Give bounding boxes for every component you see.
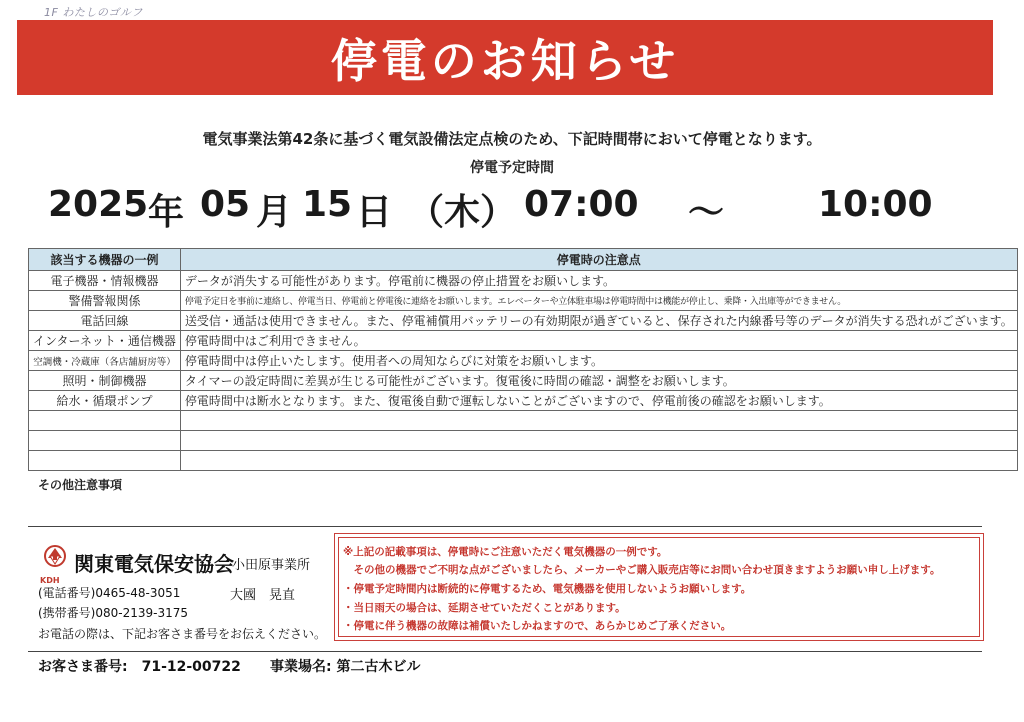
outage-end-time: 10:00 xyxy=(818,184,933,225)
customer-number: お客さま番号: 71-12-00722 xyxy=(38,659,241,675)
table-row xyxy=(29,311,1018,331)
contact-instruction: お電話の際は、下記お客さま番号をお伝えください。 xyxy=(38,627,327,641)
organization-name: 関東電気保安協会 xyxy=(74,552,234,576)
equipment-table xyxy=(28,248,1018,471)
note-cell: タイマーの設定時間に差異が生じる可能性がございます。復電後に時間の確認・調整をお願いします。 xyxy=(180,371,1017,391)
outage-weekday: （木） xyxy=(408,192,517,233)
title-banner xyxy=(17,20,993,95)
table-header-notes: 停電時の注意点 xyxy=(180,249,1017,271)
equipment-cell xyxy=(29,411,181,431)
year-unit: 年 xyxy=(148,192,185,233)
day-unit: 日 xyxy=(356,192,393,233)
table-row xyxy=(29,331,1018,351)
outage-start-time: 07:00 xyxy=(524,184,639,225)
month-unit: 月 xyxy=(256,192,293,233)
equipment-cell xyxy=(29,451,181,471)
contact-person: 大國 晃直 xyxy=(230,588,296,603)
other-notes-label: その他注意事項 xyxy=(38,478,123,492)
handwritten-note: 1F わたしのゴルフ xyxy=(44,6,143,19)
equipment-cell: 電子機器・情報機器 xyxy=(29,271,181,291)
lead-text: 電気事業法第42条に基づく電気設備法定点検のため、下記時間帯において停電となります。 xyxy=(202,130,822,148)
notice-box xyxy=(334,533,984,641)
table-row xyxy=(29,411,1018,431)
note-cell xyxy=(180,411,1017,431)
note-cell xyxy=(180,451,1017,471)
kdh-logo-icon xyxy=(40,544,70,578)
note-cell: 停電時間中は断水となります。また、復電後自動で運転しないことがございますので、停電前後の確認をお願いします。 xyxy=(180,391,1017,411)
table-row xyxy=(29,351,1018,371)
note-cell: 停電時間中は停止いたします。使用者への周知ならびに対策をお願いします。 xyxy=(180,351,1017,371)
table-row xyxy=(29,271,1018,291)
equipment-cell: 警備警報関係 xyxy=(29,291,181,311)
table-header-row xyxy=(29,249,1018,271)
site-name: 事業場名: 第二古木ビル xyxy=(270,659,421,675)
organization-abbr: KDH xyxy=(40,576,60,585)
notice-line: ・停電に伴う機器の故障は補償いたしかねますので、あらかじめご了承ください。 xyxy=(343,620,732,632)
outage-day: 15 xyxy=(302,184,353,225)
notice-line: ・停電予定時間内は断続的に停電するため、電気機器を使用しないようお願いします。 xyxy=(343,583,752,595)
schedule-label: 停電予定時間 xyxy=(470,160,554,176)
note-cell: 停電予定日を事前に連絡し、停電当日、停電前と停電後に連絡をお願いします。エレベーターや立体駐車場は停電時間中は機能が停止し、乗降・入出庫等ができません。 xyxy=(180,291,1017,311)
equipment-cell xyxy=(29,431,181,451)
footer-divider xyxy=(28,651,982,652)
table-row xyxy=(29,451,1018,471)
notice-line: その他の機器でご不明な点がございましたら、メーカーやご購入販売店等にお問い合わせ頂きますようお願い申し上げます。 xyxy=(343,564,941,576)
phone-number: (電話番号)0465-48-3051 xyxy=(38,586,181,600)
equipment-cell: 空調機・冷蔵庫（各店舗厨房等） xyxy=(29,351,181,371)
equipment-cell: 電話回線 xyxy=(29,311,181,331)
note-cell: 送受信・通話は使用できません。また、停電補償用バッテリーの有効期限が過ぎていると、保存された内線番号等のデータが消失する恐れがございます。 xyxy=(180,311,1017,331)
section-divider xyxy=(28,526,982,527)
notice-line: ・当日雨天の場合は、延期させていただくことがあります。 xyxy=(343,602,626,614)
table-row xyxy=(29,291,1018,311)
note-cell xyxy=(180,431,1017,451)
table-header-equipment: 該当する機器の一例 xyxy=(29,249,181,271)
office-name: 小田原事業所 xyxy=(232,558,311,573)
table-row xyxy=(29,371,1018,391)
notice-line: ※上記の記載事項は、停電時にご注意いただく電気機器の一例です。 xyxy=(343,546,668,558)
time-range-tilde: ～ xyxy=(688,192,725,233)
equipment-cell: インターネット・通信機器 xyxy=(29,331,181,351)
outage-month: 05 xyxy=(200,184,251,225)
table-row xyxy=(29,391,1018,411)
outage-year: 2025 xyxy=(48,184,149,225)
equipment-cell: 照明・制御機器 xyxy=(29,371,181,391)
table-row xyxy=(29,431,1018,451)
mobile-number: (携帯番号)080-2139-3175 xyxy=(38,606,189,620)
note-cell: データが消失する可能性があります。停電前に機器の停止措置をお願いします。 xyxy=(180,271,1017,291)
page-title: 停電のお知らせ xyxy=(330,33,680,88)
note-cell: 停電時間中はご利用できません。 xyxy=(180,331,1017,351)
equipment-cell: 給水・循環ポンプ xyxy=(29,391,181,411)
